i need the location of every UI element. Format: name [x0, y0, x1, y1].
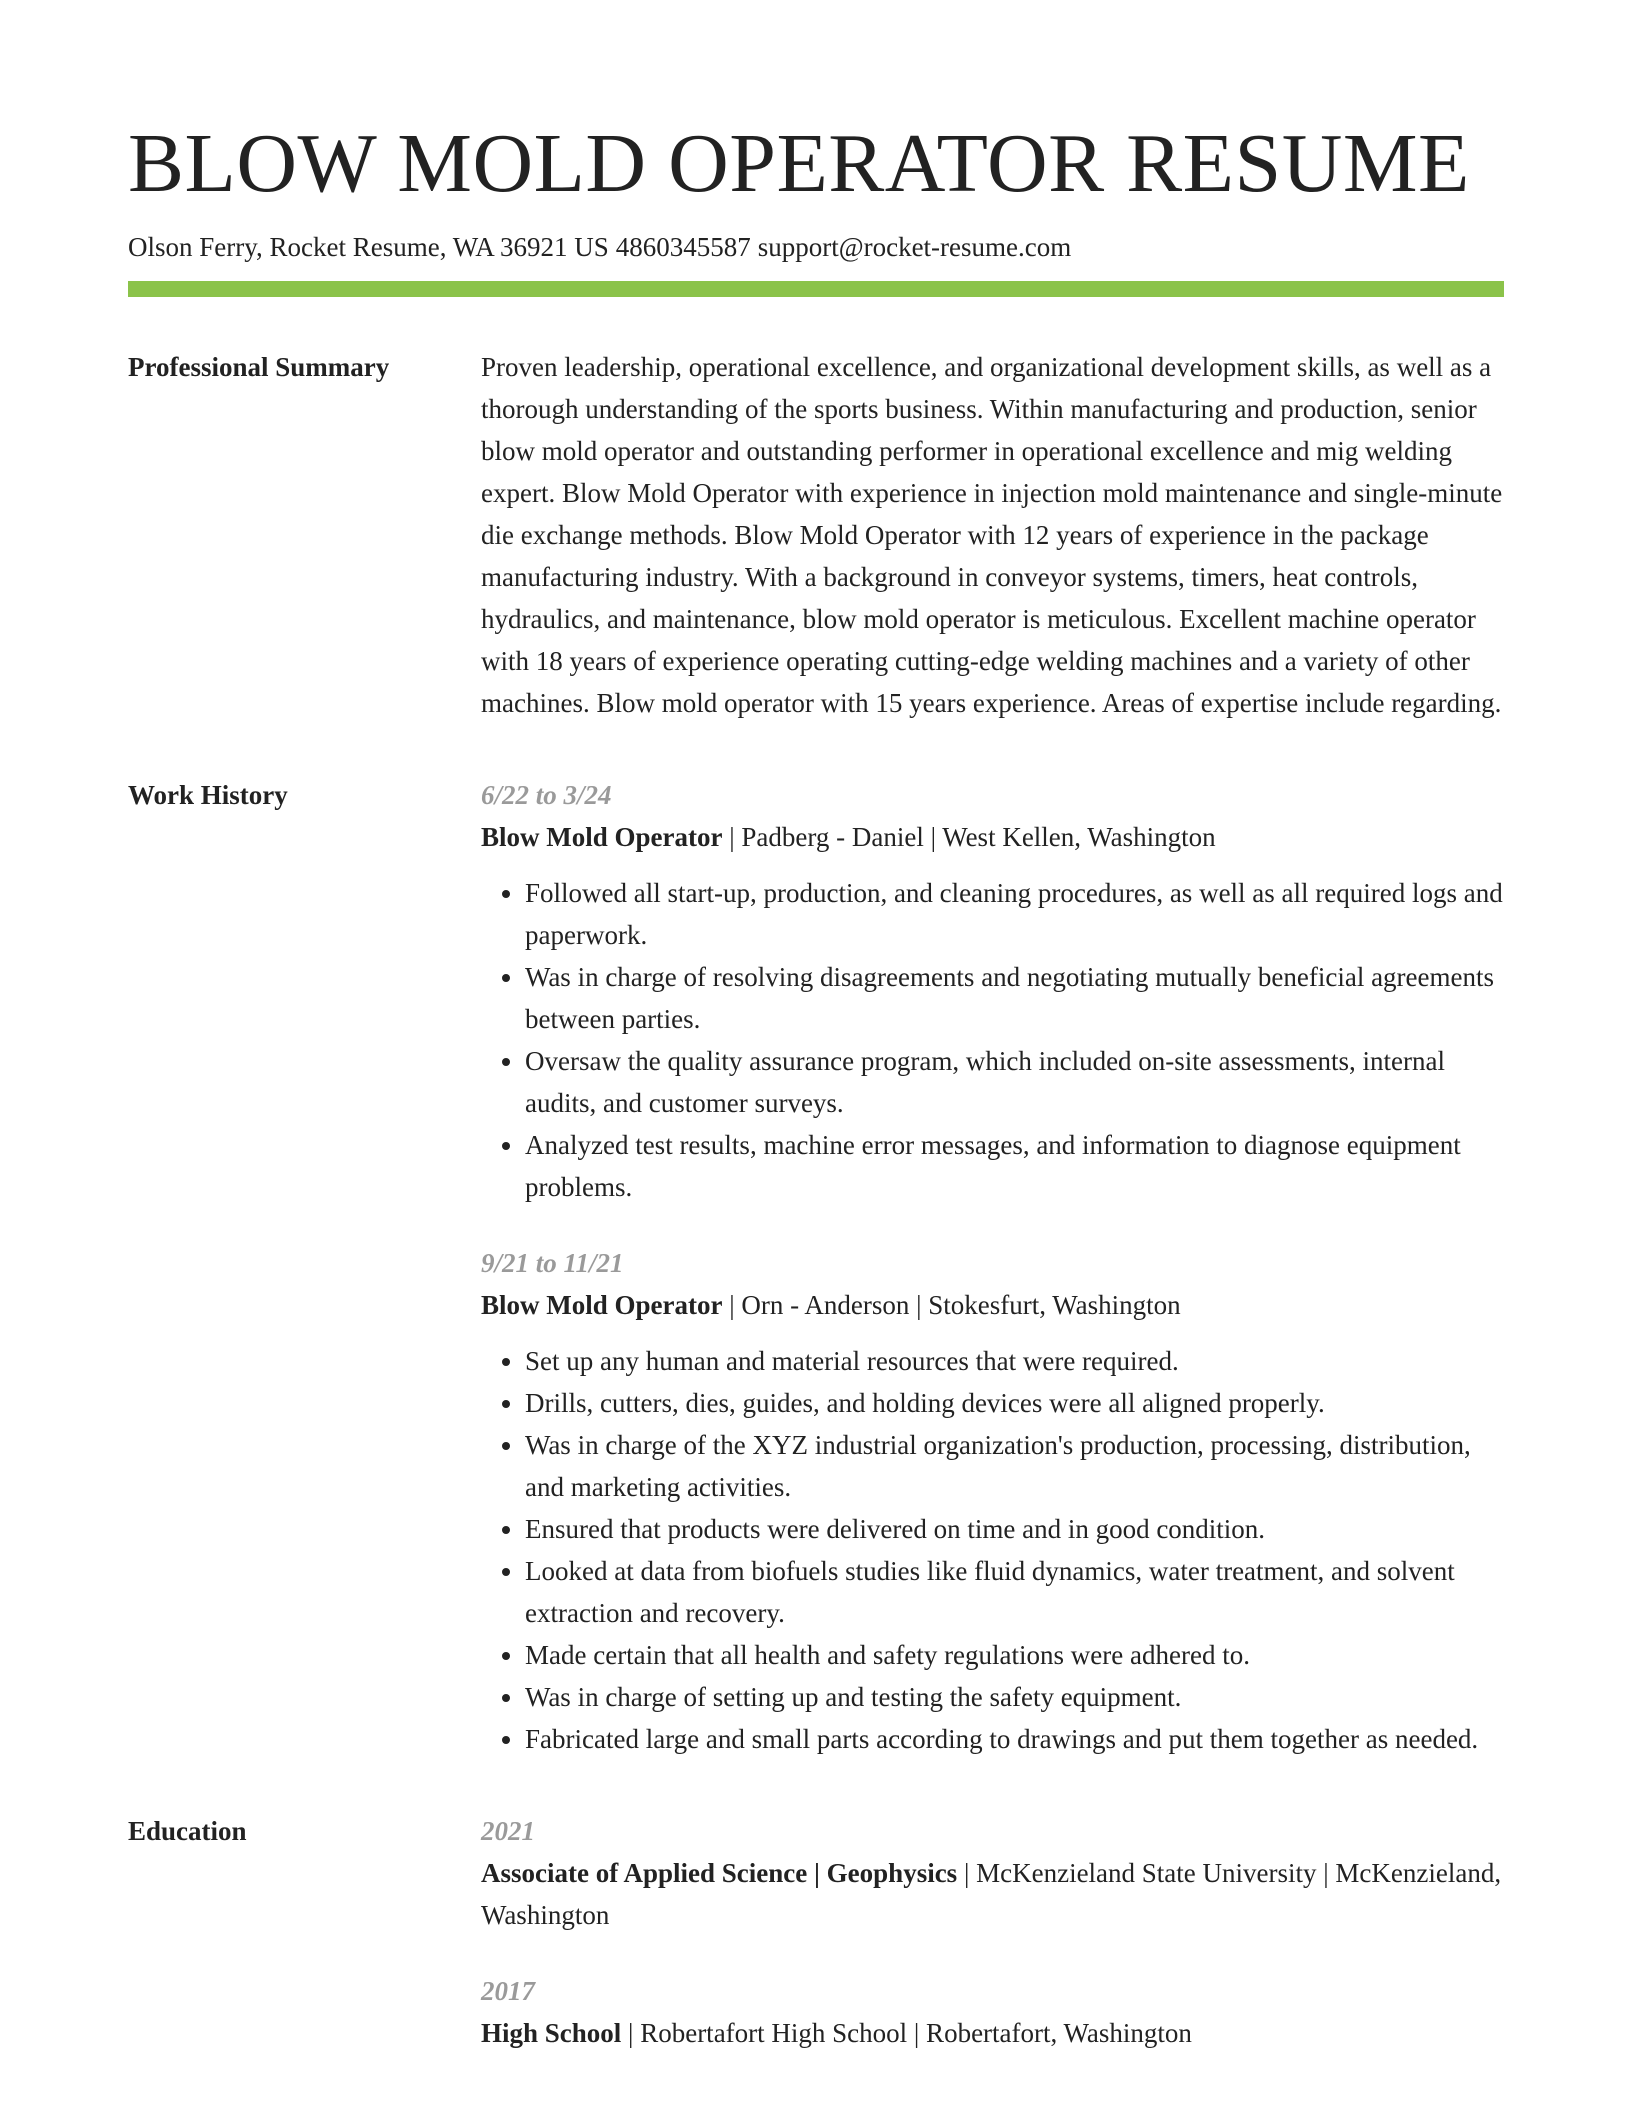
work-history-label: Work History [128, 780, 288, 811]
education-entry [481, 1970, 1504, 2054]
education-date: 2017 [481, 1976, 535, 2007]
job-bullets [481, 872, 1504, 1208]
job-bullet: • Was in charge of setting up and testing the safety equipment. [525, 1676, 1504, 1718]
education-label: Education [128, 1816, 247, 1847]
job-bullet: • Analyzed test results, machine error messages, and information to diagnose equipment problems. [525, 1124, 1504, 1208]
job-heading [481, 1284, 1504, 1326]
job-details: | Orn - Anderson | Stokesfurt, Washington [722, 1290, 1181, 1321]
education-details: | McKenzieland State University | McKenzieland, Washington [481, 1858, 1502, 1931]
job-bullet: • Looked at data from biofuels studies like fluid dynamics, water treatment, and solvent extraction and recovery. [525, 1550, 1504, 1634]
education-entry [481, 1810, 1504, 1936]
education-degree: High School [481, 2018, 622, 2049]
education-section [128, 1810, 1504, 2054]
education-heading [481, 1852, 1504, 1936]
work-history-section [128, 774, 1504, 1760]
education-heading [481, 2012, 1504, 2054]
job-bullet: • Drills, cutters, dies, guides, and holding devices were all aligned properly. [525, 1382, 1504, 1424]
job-entry [481, 1242, 1504, 1760]
job-heading [481, 816, 1504, 858]
contact-address: Olson Ferry, Rocket Resume, WA 36921 US [128, 232, 609, 263]
job-date: 9/21 to 11/21 [481, 1248, 624, 1279]
job-bullet: • Was in charge of resolving disagreements and negotiating mutually beneficial agreements between parties. [525, 956, 1504, 1040]
summary-text: Proven leadership, operational excellence, and organizational development skills, as well as a thorough understanding of the sports business. Within manufacturing and production, senior blow mold operator and outstanding performer in operational excellence and mig welding expert. Blow Mold Operator with experience in injection mold maintenance and single-minute die exchange methods. Blow Mold Operator with 12 years of experience in the package manufacturing industry. With a background in conveyor systems, timers, heat controls, hydraulics, and maintenance, blow mold operator is meticulous. Excellent machine operator with 18 years of experience operating cutting-edge welding machines and a variety of other machines. Blow mold operator with 15 years experience. Areas of expertise include regarding. [481, 352, 1503, 719]
education-degree: Associate of Applied Science | Geophysics [481, 1858, 958, 1889]
job-bullet: • Oversaw the quality assurance program, which included on-site assessments, internal audits, and customer surveys. [525, 1040, 1504, 1124]
job-date: 6/22 to 3/24 [481, 780, 612, 811]
education-date: 2021 [481, 1816, 535, 1847]
education-details: | Robertafort High School | Robertafort, Washington [621, 2018, 1192, 2049]
job-details: | Padberg - Daniel | West Kellen, Washington [722, 822, 1216, 853]
job-bullet: • Was in charge of the XYZ industrial organization's production, processing, distribution, and marketing activities. [525, 1424, 1504, 1508]
contact-email: support@rocket-resume.com [757, 232, 1072, 263]
job-bullet: • Made certain that all health and safety regulations were adhered to. [525, 1634, 1504, 1676]
job-entry [481, 774, 1504, 1208]
job-bullets [481, 1340, 1504, 1760]
job-title: Blow Mold Operator [481, 822, 723, 853]
job-bullet: • Fabricated large and small parts according to drawings and put them together as needed. [525, 1718, 1504, 1760]
header-divider [128, 281, 1504, 297]
summary-label: Professional Summary [128, 352, 390, 383]
contact-line [128, 230, 1504, 265]
job-bullet: • Set up any human and material resources that were required. [525, 1340, 1504, 1382]
job-bullet: • Ensured that products were delivered on time and in good condition. [525, 1508, 1504, 1550]
summary-section [128, 346, 1504, 724]
contact-phone: 4860345587 [615, 232, 751, 263]
job-title: Blow Mold Operator [481, 1290, 723, 1321]
resume-title: BLOW MOLD OPERATOR RESUME [128, 117, 1470, 210]
job-bullet: • Followed all start-up, production, and cleaning procedures, as well as all required logs and paperwork. [525, 872, 1504, 956]
